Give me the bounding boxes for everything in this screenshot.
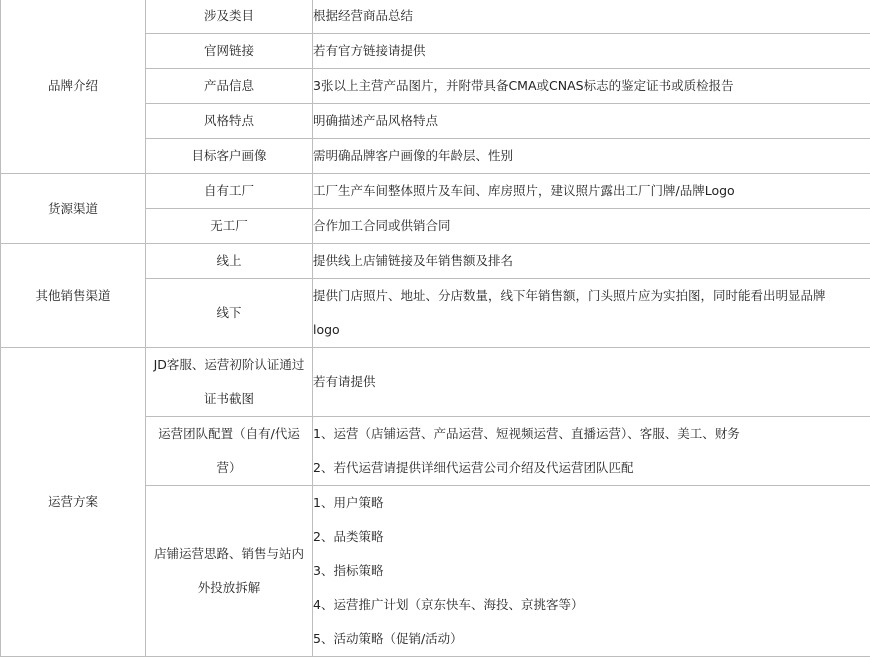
detail-text-line: 3张以上主营产品图片，并附带具备CMA或CNAS标志的鉴定证书或质检报告 bbox=[313, 69, 870, 103]
requirement-item bbox=[146, 209, 313, 244]
requirement-detail bbox=[313, 0, 870, 34]
detail-text-line: 3、指标策略 bbox=[313, 554, 870, 588]
detail-text-line: 1、运营（店铺运营、产品运营、短视频运营、直播运营）、客服、美工、财务 bbox=[313, 417, 870, 451]
detail-text-line: logo bbox=[313, 313, 870, 347]
detail-text-line: 工厂生产车间整体照片及车间、库房照片，建议照片露出工厂门牌/品牌Logo bbox=[313, 174, 870, 208]
item-text-line: 风格特点 bbox=[146, 104, 312, 138]
item-text-line: 营） bbox=[146, 451, 312, 485]
requirement-detail bbox=[313, 209, 870, 244]
table-row bbox=[1, 0, 870, 34]
requirement-detail bbox=[313, 174, 870, 209]
section-category: 运营方案 bbox=[1, 348, 146, 657]
item-text-line: 线下 bbox=[146, 296, 312, 330]
requirement-detail bbox=[313, 34, 870, 69]
table-row bbox=[1, 244, 870, 279]
detail-text-line: 2、若代运营请提供详细代运营公司介绍及代运营团队匹配 bbox=[313, 451, 870, 485]
detail-text-line: 提供线上店铺链接及年销售额及排名 bbox=[313, 244, 870, 278]
table-row bbox=[1, 348, 870, 417]
requirement-detail bbox=[313, 244, 870, 279]
requirement-detail bbox=[313, 417, 870, 486]
item-text-line: 外投放拆解 bbox=[146, 571, 312, 605]
requirement-item bbox=[146, 69, 313, 104]
detail-text-line: 提供门店照片、地址、分店数量，线下年销售额，门头照片应为实拍图，同时能看出明显品牌 bbox=[313, 279, 870, 313]
detail-text-line: 2、品类策略 bbox=[313, 520, 870, 554]
requirement-item bbox=[146, 139, 313, 174]
detail-text-line: 4、运营推广计划（京东快车、海投、京挑客等） bbox=[313, 588, 870, 622]
requirement-item bbox=[146, 244, 313, 279]
detail-text-line: 明确描述产品风格特点 bbox=[313, 104, 870, 138]
requirement-item bbox=[146, 34, 313, 69]
requirements-table-body bbox=[1, 0, 870, 657]
requirement-detail bbox=[313, 104, 870, 139]
section-category: 品牌介绍 bbox=[1, 0, 146, 174]
requirement-detail bbox=[313, 139, 870, 174]
item-text-line: JD客服、运营初阶认证通过 bbox=[146, 348, 312, 382]
section-category: 货源渠道 bbox=[1, 174, 146, 244]
requirement-detail bbox=[313, 486, 870, 657]
section-category: 其他销售渠道 bbox=[1, 244, 146, 348]
detail-text-line: 根据经营商品总结 bbox=[313, 0, 870, 33]
requirement-detail bbox=[313, 69, 870, 104]
requirement-item bbox=[146, 0, 313, 34]
requirement-item bbox=[146, 174, 313, 209]
item-text-line: 涉及类目 bbox=[146, 0, 312, 33]
requirement-item bbox=[146, 348, 313, 417]
item-text-line: 无工厂 bbox=[146, 209, 312, 243]
requirement-item bbox=[146, 279, 313, 348]
requirement-item bbox=[146, 104, 313, 139]
item-text-line: 自有工厂 bbox=[146, 174, 312, 208]
requirement-item bbox=[146, 417, 313, 486]
detail-text-line: 5、活动策略（促销/活动） bbox=[313, 622, 870, 656]
detail-text-line: 需明确品牌客户画像的年龄层、性别 bbox=[313, 139, 870, 173]
detail-text-line: 合作加工合同或供销合同 bbox=[313, 209, 870, 243]
item-text-line: 店铺运营思路、销售与站内 bbox=[146, 537, 312, 571]
item-text-line: 线上 bbox=[146, 244, 312, 278]
detail-text-line: 1、用户策略 bbox=[313, 486, 870, 520]
table-row bbox=[1, 174, 870, 209]
item-text-line: 运营团队配置（自有/代运 bbox=[146, 417, 312, 451]
item-text-line: 证书截图 bbox=[146, 382, 312, 416]
requirement-detail bbox=[313, 279, 870, 348]
requirement-item bbox=[146, 486, 313, 657]
requirement-detail bbox=[313, 348, 870, 417]
detail-text-line: 若有请提供 bbox=[313, 365, 870, 399]
item-text-line: 产品信息 bbox=[146, 69, 312, 103]
detail-text-line: 若有官方链接请提供 bbox=[313, 34, 870, 68]
item-text-line: 官网链接 bbox=[146, 34, 312, 68]
item-text-line: 目标客户画像 bbox=[146, 139, 312, 173]
